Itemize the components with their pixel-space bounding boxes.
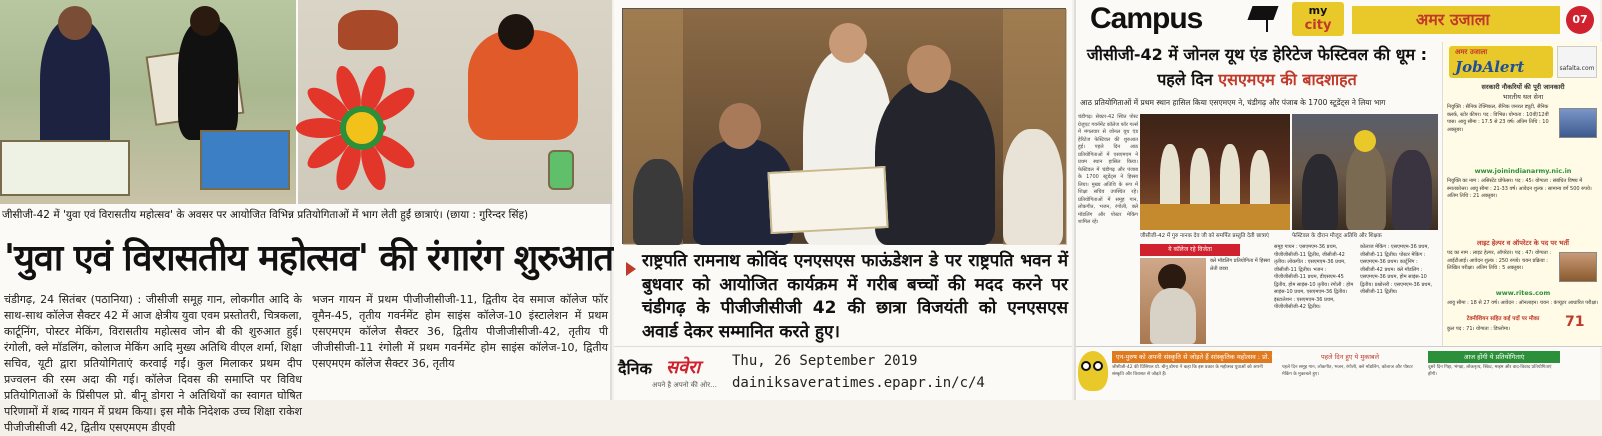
jobalert-name: JobAlert [1455,58,1525,76]
job-listing-1: नियुक्ति : सैनिक टेक्निकल, सैनिक जनरल ड्यूटी, सैनिक क्लर्क, स्टोर कीपर। पद : विभिन्न। योग्यता : 10वीं/12वीं पास। आयु सीमा : 17.5 से 23 वर्ष। अंतिम तिथि : 10 अक्तूबर। [1447,104,1549,133]
rangoli-center [340,106,384,150]
graduation-cap-tassel [1266,18,1268,32]
post-count: 71 [1565,314,1585,330]
photo-caption: जीसीजी-42 में 'युवा एवं विरासतीय महोत्सव' के अवसर पर आयोजित विभिन्न प्रतियोगिताओं में भाग लेती हुईं छात्राएं। (छाया : गुरिन्दर सिंह) [2,209,529,221]
logo-text-savera: सवेरा [666,357,701,378]
owl-mascot-icon [1078,351,1108,391]
paper-name: अमर उजाला [1352,6,1560,34]
job-link-2[interactable]: www.rites.com [1495,289,1551,297]
headline-text: जीसीजी-42 में जोनल यूथ एंड हेरिटेज फेस्टिवल की धूम : पहले दिन [1086,45,1428,89]
guard-figure [1003,129,1063,245]
left-clipping [0,0,614,434]
article-column-1: चंडीगढ़, 24 सितंबर (पठानिया) : जीसीजी समूह गान, लोकगीत आदि के साथ-साथ कॉलेज सैक्टर 42 में आज क्षेत्रीय युवा एवम प्रस्तोतरी, चित्रकला, कार्टूनिंग, पोस्टर मेकिंग, विरासतीय महोत्सव जोन बी की शुरुआत हुई। रंगोली, क्ले मॉडलिंग, कोलाज मेकिंग आदि मुख्य अतिथि वीएल शर्मा, शिक्षा सचिव, यूटी द्वारा प्रतियोगिताएं करवाई गईं। कुल मिलाकर प्रथम दीप प्रज्वलन की रस्म अदा की गई। कॉलेज दिवस की समाप्ति पर विविध प्रतियोगिताओं के प्रिंसीपल प्रो. बीनू डोगरा ने अतिथियों का स्वागत घोषित परिणामों में शब्द गायन में प्रथम किया। इस मौके निदेशक उच्च शिक्षा राकेश पीजीजीसीजी 42, द्वितीय एसएमएम डीएवी [4,293,302,434]
students-painting-photo [0,0,296,204]
job-listing-3: पद का नाम : लाइट हेल्पर, ऑपरेटर। पद : 47। योग्यता : आईटीआई। आवेदन शुल्क : 250 रुपये। चयन प्रक्रिया : लिखित परीक्षा। अंतिम तिथि : 5 अक्तूबर। [1447,250,1552,271]
mycity-badge [1292,2,1344,36]
student-head [498,14,534,50]
student-head [58,6,92,40]
bottom-text-2: पहले दिन समूह गान, लोकगीत, भजन, रंगोली, क्ले मॉडलिंग, कोलाज और पोस्टर मेकिंग के मुकाबले हुए। [1282,365,1413,377]
bottom-title-3: आज होंगी ये प्रतियोगिताएं [1428,351,1560,363]
owl-eye-right [1093,361,1103,371]
drawing-sheet [0,140,130,196]
clay-photo-caption: क्ले मॉडलिंग प्रतियोगिता में हिस्सा लेती छात्रा [1210,258,1270,272]
article-left-column: चंडीगढ़। सेक्टर-42 स्थित पोस्ट ग्रेजुएट गवर्नमेंट कॉलेज फॉर गर्ल्स में मंगलवार से जोनल यूथ एंड हेरिटेज फेस्टिवल की शुरुआत हुई। पहले दिन आठ प्रतियोगिताओं में एसएमएम ने प्रथम स्थान हासिल किया। फेस्टिवल में चंडीगढ़ और पंजाब के 1700 स्टूडेंट्स ने हिस्सा लिया। मुख्य अतिथि के रूप में शिक्षा सचिव उपस्थित रहे। प्रतियोगिताओं में समूह गान, लोकगीत, भजन, रंगोली, क्ले मॉडलिंग और पोस्टर मेकिंग शामिल रहे। [1078,114,1138,225]
logo-text-dainik: दैनिक [618,359,652,378]
guest-figure [1302,154,1338,230]
stage-performance-photo [1140,114,1290,230]
middle-clipping [614,0,1072,400]
graduation-cap-icon [1247,6,1278,20]
jobalert-intro-sub: भारतीय थल सेना [1502,93,1544,101]
guest-turban [1354,130,1376,152]
owl-eye-left [1081,361,1091,371]
president-figure [875,79,995,245]
job-heading-2: लाइट हेल्पर व ऑपरेटर के पद पर भर्ती [1477,239,1569,247]
section-title: Campus [1090,2,1203,35]
winners-box-title: ये कॉलेज रहे विजेता [1140,244,1240,256]
job-listing-5: कुल पद : 71। योग्यता : डिप्लोमा। [1447,326,1510,332]
results-column-1: समूह गायन : एसएमएम-36 प्रथम, पीजीजीसीजी-11 द्वितीय, जीसीजी-42 तृतीय। लोकगीत : एसएमएम-36 प्रथम, जीसीजी-11 द्वितीय। भजन : पीजीजीसीजी-11 प्रथम, डीएसएम-45 द्वितीय, होम साइंस-10 तृतीय। रंगोली : होम साइंस-10 प्रथम, एसएमएम-36 द्वितीय। इंस्टालेशन : एसएमएम-36 प्रथम, पीजीजीसीजी-42 द्वितीय। [1274,244,1354,310]
page-number: 07 [1566,6,1594,34]
guest-figure [1392,150,1432,230]
jobalert-intro: सरकारी नौकरियों की पूरी जानकारी [1481,83,1565,91]
student-figure [178,20,238,140]
clay-modelling-photo [1140,258,1206,344]
photo-caption-text: राष्ट्रपति रामनाथ कोविंद एनएसएस फाऊंडेशन डे पर राष्ट्रपति भवन में बुधवार को आयोजित कार्यक्रम में गरीब बच्चों की मदद करने पर चंडीगढ़ के पीजीजीसीजी 42 की छात्रा विजयंती को एनएसएस अवार्ड देकर सम्मानित करते हुए। [642,251,1068,342]
dainik-savera-logo [618,355,736,399]
aide-head [829,23,867,63]
edition-date: Thu, 26 September 2019 [732,353,918,369]
safalta-logo: safalta.com [1557,46,1597,78]
painted-canvas [200,130,290,190]
president-head [907,45,951,93]
army-thumbnail [1559,108,1597,138]
logo-tagline: अपने है अपनो की ओर… [652,381,718,389]
bottom-strip [1076,346,1602,400]
jobalert-logo [1449,46,1553,78]
worker-thumbnail [1559,252,1597,282]
job-heading-3: टेक्नीशियन सहित कई पदों पर मौका [1466,316,1540,322]
article-column-2: भजन गायन में प्रथम पीजीजीसीजी-11, द्वितीय देव समाज कॉलेज फॉर वूमैन-45, तृतीय गवर्नमेंट होम साइंस कॉलेज-10 इंस्टालेशन में प्रथम एसएमएम कॉलेज सैक्टर 36, द्वितीय पीजीजीसीजी-42, तृतीय पी जीजीसीजी-11 रंगोली में प्रथम गवर्नमेंट होम साइंस कॉलेज-10, द्वितीय एसएमएम कॉलेज सैक्टर 36, तृतीय [312,293,608,370]
guest-figure [1346,144,1386,230]
job-link-1[interactable]: www.joinindianarmy.nic.in [1474,167,1572,175]
headline-highlight: एसएमएम की बादशाहत [1218,70,1357,89]
student-figure [338,10,398,50]
masthead [1076,0,1602,40]
guests-photo [1292,114,1438,230]
color-cup [548,150,574,190]
bottom-text-1: जीसीजी-42 की प्रिंसिपल प्रो. बीनू डोगरा ने कहा कि इस प्रकार के महोत्सव युवाओं को अपनी संस्कृति और विरासत से जोड़ते हैं। [1112,365,1263,377]
student-head [190,6,220,36]
job-alert-column [1442,42,1602,346]
guest-figure [633,159,683,245]
job-listing-2: नियुक्ति का नाम : असिस्टेंट प्रोफेसर। पद : 45। योग्यता : संबंधित विषय में स्नातकोत्तर। आयु सीमा : 21-33 वर्ष। आवेदन शुल्क : सामान्य वर्ग 500 रुपये। अंतिम तिथि : 21 अक्तूबर। [1447,178,1592,199]
edition-url[interactable]: dainiksaveratimes.epapr.in/c/4 [732,375,985,391]
headline: 'युवा एवं विरासतीय महोत्सव' की रंगारंग शुरुआत [4,237,614,279]
bottom-title-2: पहले दिन हुए ये मुकाबले [1320,353,1380,361]
job-listing-4: आयु सीमा : 18 से 27 वर्ष। आवेदन : ऑनलाइन। चयन : कंप्यूटर आधारित परीक्षा। [1447,300,1599,306]
mycity-label-a: my [1308,4,1328,17]
certificate [767,166,888,234]
student-head [719,103,761,149]
epaper-footer [614,346,1072,400]
bottom-text-3: दूसरे दिन गिद्दा, भंगड़ा, लोकनृत्य, स्किट, माइम और वाद-विवाद प्रतियोगिताएं होंगी। [1428,365,1552,377]
stage-floor [1140,204,1290,230]
subheadline: आठ प्रतियोगिताओं में प्रथम स्थान हासिल किया एसएमएम ने, चंडीगढ़ और पंजाब के 1700 स्टूडेंट्स ने लिया भाग [1080,98,1386,107]
bottom-title-1: एन-पुरुष को अपनी संस्कृति से जोड़ते हैं सांस्कृतिक महोत्सव : प्रो. बीनू [1112,351,1272,363]
award-ceremony-photo [622,8,1066,244]
headline [1076,42,1438,92]
rangoli-photo [298,0,612,204]
jobalert-brand: अमर उजाला [1455,48,1488,56]
results-column-2: कोलाज मेकिंग : एसएमएम-36 प्रथम, जीसीजी-11 द्वितीय। पोस्टर मेकिंग : एसएमएम-36 प्रथम। कार्टूनिंग : जीसीजी-42 प्रथम। क्ले मॉडलिंग : एसएमएम-36 प्रथम, होम साइंस-10 द्वितीय। प्रश्नोत्तरी : एसएमएम-36 प्रथम, जीसीजी-11 द्वितीय। [1360,244,1433,295]
photo2-caption: फेस्टिवल के दौरान मौजूद अतिथि और शिक्षक [1292,233,1382,239]
student-figure [1150,288,1196,344]
mycity-label-b: city [1304,18,1332,33]
right-newspaper-page [1074,0,1600,400]
bullet-icon [626,262,636,276]
photo1-caption: जीसीजी-42 में गुरु नानक देव जी को समर्पित प्रस्तुति देती छात्राएं [1140,233,1270,239]
